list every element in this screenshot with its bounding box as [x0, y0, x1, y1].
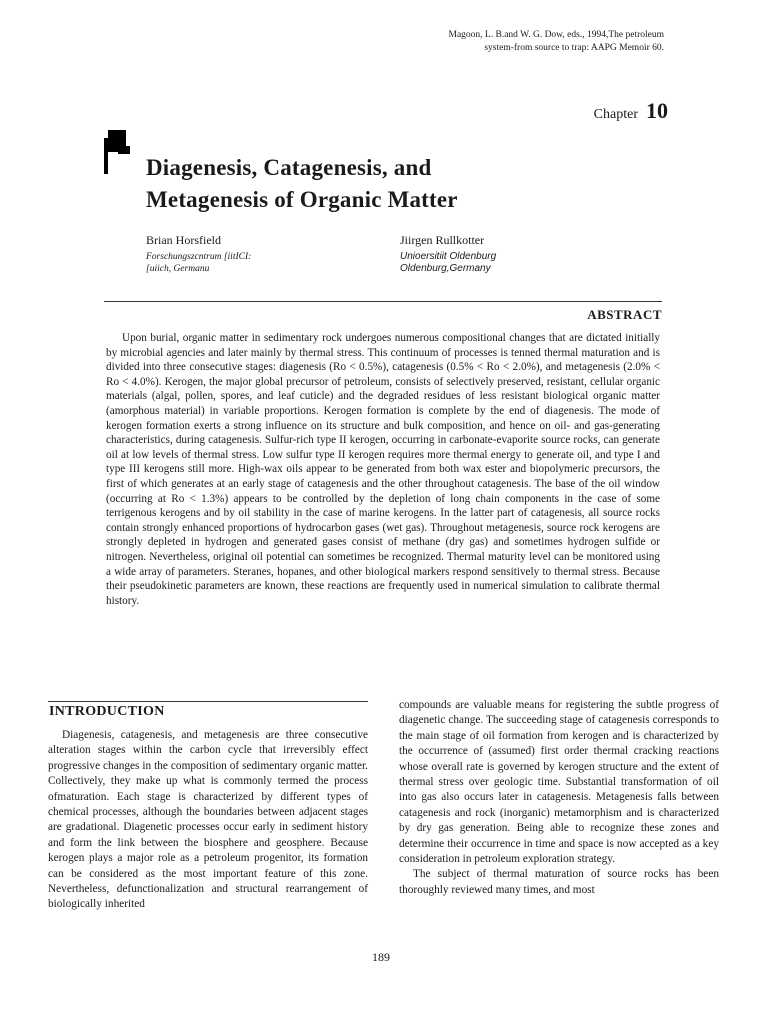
- author-name: Brian Horsfield: [146, 233, 221, 247]
- affiliation-line-2: [uiich, Germanu: [146, 264, 210, 274]
- citation-header: [364, 29, 664, 55]
- citation-line-2: system-from source to trap: AAPG Memoir 60.: [484, 43, 664, 53]
- section-rule: [48, 701, 368, 702]
- header-rule: [104, 301, 662, 302]
- affiliation-line-2: Oldenburg,Germany: [400, 263, 491, 274]
- chapter-word: Chapter: [593, 107, 638, 122]
- abstract-paragraph: Upon burial, organic matter in sedimentary rock undergoes numerous compositional changes that are dictated initially by microbial agencies and later mainly by thermal stress. This continuum of processes is tenned thermal maturation and is divided into three consecutive stages: diagenesis (Ro < 0.5%), catagenesis (0.5% < Ro < 2.0%), and metagenesis (2.0% < Ro < 4.0%). Kerogen, the major global precursor of petroleum, consists of selectively preserved, resistant, cellular organic materials (algal, pollen, spores, and leaf cuticle) and the degraded residues of less resistant biological organic matter (amorphous material) in variable proportions. Kerogen formation is complete by the end of diagenesis. The mode of kerogen formation exerts a strong influence on its structure and bulk composition, and hence on oil- and gas-generating characteristics, during catagenesis. Sulfur-rich type II kerogen, occurring in carbonate-evaporite source rocks, can generate oil at low levels of thermal stress. Low sulfur type II kerogen requires more thermal energy to generate oil, and type I and type III kerogens still more. High-wax oils appear to be generated from both wax ester and biopolymeric precursors, the first of which generates at an early stage of catagenesis and the other throughout catagenesis. The base of the oil window (occurring at Ro < 1.3%) appears to be controlled by the depletion of long chain components in the case of some terrigenous kerogens and by oil stability in the case of marine kerogens. In the latter part of catagenesis, all source rocks contain strongly enhanced proportions of hydrocarbon gases (wet gas). Throughout metagenesis, source rock kerogens are strongly depleted in hydrogen and generated gases consist of methane (dry gas) and sometimes hydrogen sulfide or nitrogen. Nevertheless, original oil potential can sometimes be recognized. Thermal maturity level can be monitored using a wide array of parameters. Steranes, hopanes, and other biological markers respond sensitively to thermal stress. Because their pseudokinetic parameters are known, these reactions are frequently used in numerical simulation to calibrate thermal history.: [106, 332, 660, 607]
- author-affiliation: [400, 251, 620, 275]
- abstract-body: [106, 331, 660, 608]
- author-block-1: [146, 233, 366, 275]
- chapter-label: [594, 98, 668, 124]
- intro-paragraph-1-continued: compounds are valuable means for registering the subtle progress of diagenetic change. The succeeding stage of catagenesis corresponds to the main stage of oil formation from kerogen and is characterized by the occurrence of (assumed) first order thermal cracking reactions whose overall rate is governed by kerogen structure and the extent of thermal stress over geologic time. Substantial transformation of oil into gas also occurs later in catagenesis. Metagenesis falls between catagenesis and rock (inorganic) metamorphism and is characterized by dry gas generation. Being able to recognize these zones and determine their occurrence in time and space is now accepted as a key consideration in petroleum exploration strategy.: [399, 699, 719, 866]
- author-block-2: [400, 233, 620, 275]
- intro-paragraph-2: The subject of thermal maturation of source rocks has been thoroughly reviewed many times, and most: [399, 868, 719, 896]
- chapter-number: 10: [646, 98, 668, 123]
- right-column: [399, 698, 719, 898]
- author-name: Jiirgen Rullkotter: [400, 233, 485, 247]
- title-line-1: Diagenesis, Catagenesis, and: [146, 155, 432, 180]
- left-column: [48, 728, 368, 913]
- intro-paragraph-1: Diagenesis, catagenesis, and metagenesis are three consecutive alteration stages within the carbon cycle that irreversibly effect progressive changes in the composition of sedimentary organic matter. Collectively, they make up what is commonly termed the process ofmaturation. Each stage is characterized by different types of chemical processes, although the boundaries between adjacent stages are gradational. Diagenetic processes occur early in sediment history and form the link between the biosphere and geosphere. Because kerogen plays a major role as a petroleum progenitor, its formation can be considered as the most important feature of this zone. Nevertheless, defunctionalization and structural rearrangement of biologically inherited: [48, 729, 368, 911]
- chapter-title: [146, 152, 686, 216]
- abstract-heading: ABSTRACT: [587, 307, 662, 322]
- affiliation-line-1: Forschungszcntrum [iitICI:: [146, 252, 252, 262]
- title-line-2: Metagenesis of Organic Matter: [146, 187, 458, 212]
- affiliation-line-1: Unioersitiit Oldenburg: [400, 251, 497, 262]
- chapter-corner-mark: [104, 130, 130, 174]
- citation-line-1: Magoon, L. B.and W. G. Dow, eds., 1994,The petroleum: [448, 30, 664, 40]
- page-number: 189: [372, 950, 390, 964]
- author-affiliation: [146, 251, 366, 275]
- introduction-heading: INTRODUCTION: [49, 704, 165, 719]
